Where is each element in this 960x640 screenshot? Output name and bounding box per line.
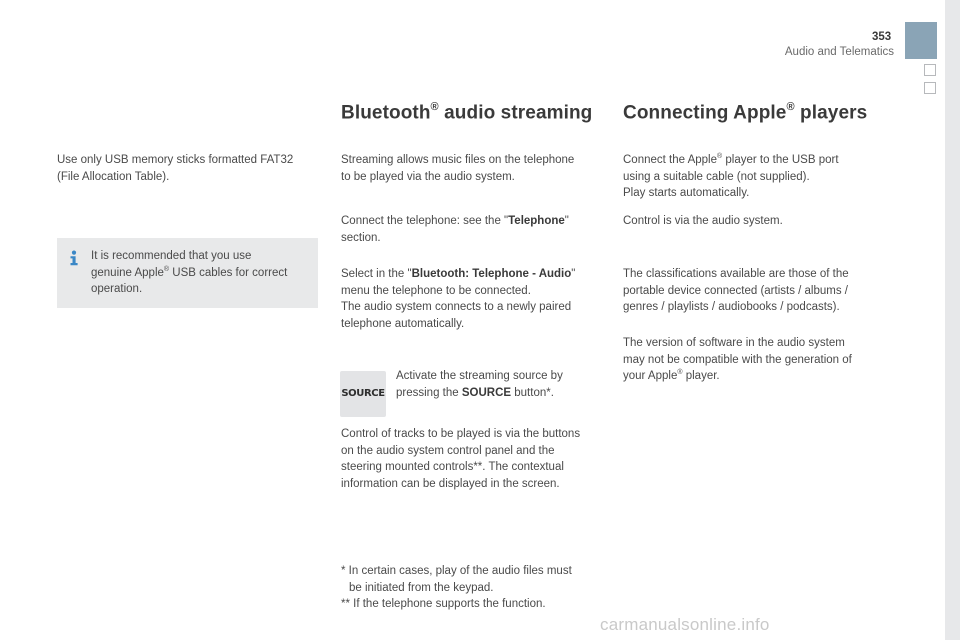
info-box-text <box>91 248 313 298</box>
bluetooth-paragraph-1 <box>341 152 574 185</box>
source-button-icon <box>340 371 386 417</box>
apple-heading-part2: players <box>794 102 868 124</box>
bt-p1-line1: Streaming allows music files on the telephone <box>341 154 575 166</box>
ap-p4-after: player. <box>682 370 720 382</box>
bt-p2-line2: section. <box>341 231 381 244</box>
bt-p4-after: button*. <box>511 386 554 399</box>
apple-paragraph-4 <box>623 335 852 385</box>
bt-p5-line4: information can be displayed in the screen. <box>341 477 560 490</box>
info-line3: operation. <box>91 283 143 295</box>
ap-p2-line1: Control is via the audio system. <box>623 215 783 227</box>
footnote-2: ** If the telephone supports the function. <box>341 598 546 610</box>
info-icon <box>67 250 81 266</box>
nav-square-2[interactable] <box>924 82 936 94</box>
source-word: SOURCE <box>461 386 512 399</box>
apple-paragraph-2 <box>623 213 783 230</box>
registered-mark: ® <box>430 101 439 113</box>
ap-p3-line1: The classifications available are those of the <box>623 268 849 280</box>
usb-note-line2: (File Allocation Table). <box>57 170 170 183</box>
bt-p4-line1: Activate the streaming source by <box>396 370 563 382</box>
chapter-tab[interactable] <box>905 22 937 59</box>
usb-note-line1: Use only USB memory sticks formatted FAT32 <box>57 154 294 166</box>
page-number: 353 <box>872 31 892 43</box>
footnote-1-line1: * In certain cases, play of the audio files must <box>341 565 572 577</box>
source-button-label: SOURCE <box>341 388 385 399</box>
nav-square-1[interactable] <box>924 64 936 76</box>
bt-p3-after: " <box>571 268 576 280</box>
footnote-1-line2: be initiated from the keypad. <box>349 581 494 594</box>
bt-p5-line1: Control of tracks to be played is via the buttons <box>341 428 581 440</box>
telephone-section-link: Telephone <box>508 215 565 227</box>
registered-mark: ® <box>677 369 683 377</box>
ap-p3-line2: portable device connected (artists / albums / <box>623 284 849 297</box>
bt-p4-before: pressing the <box>396 386 462 399</box>
bluetooth-paragraph-2 <box>341 213 569 246</box>
bt-p5-line2: on the audio system control panel and the <box>341 444 555 457</box>
apple-paragraph-3 <box>623 266 849 316</box>
ap-p3-line3: genres / playlists / audiobooks / podcasts). <box>623 301 840 313</box>
apple-heading <box>623 102 867 124</box>
ap-p4-before: your Apple <box>623 370 678 382</box>
usb-note <box>57 152 293 185</box>
info-line1: It is recommended that you use <box>91 250 252 262</box>
watermark: carmanualsonline.info <box>600 615 770 634</box>
bluetooth-menu-label: Bluetooth: Telephone - Audio <box>411 268 572 280</box>
bluetooth-heading <box>341 102 592 124</box>
bt-p3-line3: The audio system connects to a newly paired <box>341 301 572 313</box>
bt-p3-line4: telephone automatically. <box>341 317 465 330</box>
ap-p4-line2: may not be compatible with the generation of <box>623 353 852 366</box>
bt-p2-after: " <box>564 215 569 227</box>
ap-p4-line1: The version of software in the audio system <box>623 337 845 349</box>
registered-mark: ® <box>163 265 170 273</box>
registered-mark: ® <box>786 101 795 113</box>
bt-p1-line2: to be played via the audio system. <box>341 170 515 183</box>
ap-p1-line2: using a suitable cable (not supplied). <box>623 170 810 183</box>
bluetooth-heading-part1: Bluetooth <box>341 102 431 124</box>
info-line2-after: USB cables for correct <box>169 266 288 279</box>
bt-p5-line3: steering mounted controls**. The contextual <box>341 461 564 473</box>
ap-p1-before: Connect the Apple <box>623 154 717 166</box>
ap-p1-after: player to the USB port <box>722 154 839 166</box>
info-line2-before: genuine Apple <box>91 266 164 279</box>
bluetooth-heading-part2: audio streaming <box>438 102 593 124</box>
section-title: Audio and Telematics <box>784 46 894 58</box>
footnotes <box>341 563 572 613</box>
right-sidebar <box>945 0 960 640</box>
bt-p3-line2: menu the telephone to be connected. <box>341 284 531 297</box>
bluetooth-paragraph-5 <box>341 426 580 492</box>
ap-p1-line3: Play starts automatically. <box>623 187 750 199</box>
bt-p3-before: Select in the " <box>341 268 412 280</box>
bluetooth-paragraph-3 <box>341 266 575 332</box>
registered-mark: ® <box>717 153 723 161</box>
apple-paragraph-1 <box>623 152 839 202</box>
apple-heading-part1: Connecting Apple <box>623 102 787 124</box>
bluetooth-paragraph-4 <box>396 368 563 401</box>
bt-p2-before: Connect the telephone: see the " <box>341 215 509 227</box>
